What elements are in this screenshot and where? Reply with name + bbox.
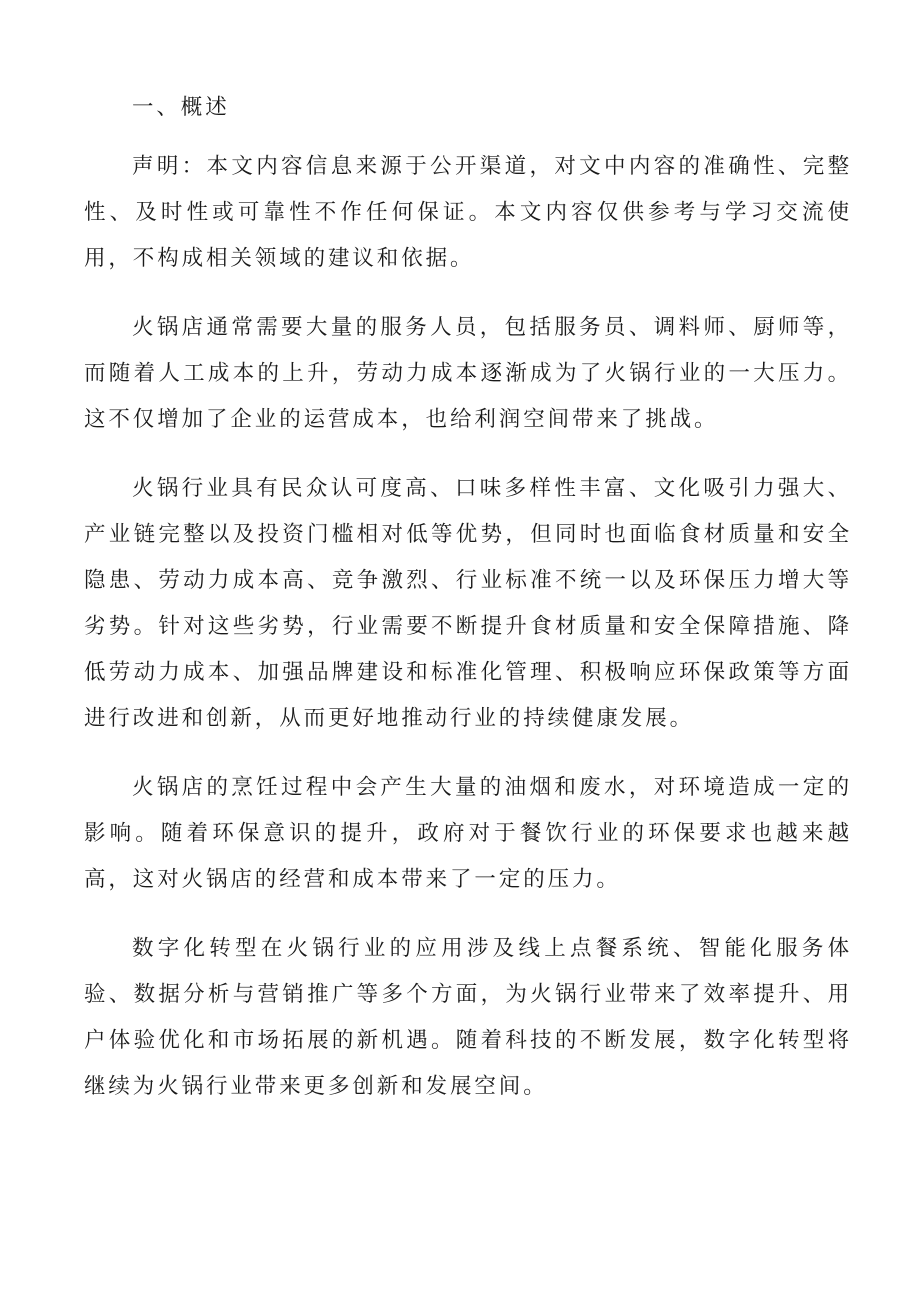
body-paragraph: 数字化转型在火锅行业的应用涉及线上点餐系统、智能化服务体验、数据分析与营销推广等多个方面，为火锅行业带来了效率提升、用户体验优化和市场拓展的新机遇。随着科技的不断发展，数字化转型将继续为火锅行业带来更多创新和发展空间。 <box>84 936 852 1099</box>
body-paragraph: 火锅店通常需要大量的服务人员，包括服务员、调料师、厨师等，而随着人工成本的上升，劳动力成本逐渐成为了火锅行业的一大压力。这不仅增加了企业的运营成本，也给利润空间带来了挑战。 <box>84 315 852 432</box>
body-paragraph: 火锅店的烹饪过程中会产生大量的油烟和废水，对环境造成一定的影响。随着环保意识的提升，政府对于餐饮行业的环保要求也越来越高，这对火锅店的经营和成本带来了一定的压力。 <box>84 775 852 892</box>
section-heading: 一、概述 <box>132 95 230 120</box>
document-body <box>84 88 852 1133</box>
disclaimer-paragraph: 声明：本文内容信息来源于公开渠道，对文中内容的准确性、完整性、及时性或可靠性不作任何保证。本文内容仅供参考与学习交流使用，不构成相关领域的建议和依据。 <box>84 154 852 271</box>
body-paragraph: 火锅行业具有民众认可度高、口味多样性丰富、文化吸引力强大、产业链完整以及投资门槛相对低等优势，但同时也面临食材质量和安全隐患、劳动力成本高、竞争激烈、行业标准不统一以及环保压力增大等劣势。针对这些劣势，行业需要不断提升食材质量和安全保障措施、降低劳动力成本、加强品牌建设和标准化管理、积极响应环保政策等方面进行改进和创新，从而更好地推动行业的持续健康发展。 <box>84 476 852 731</box>
